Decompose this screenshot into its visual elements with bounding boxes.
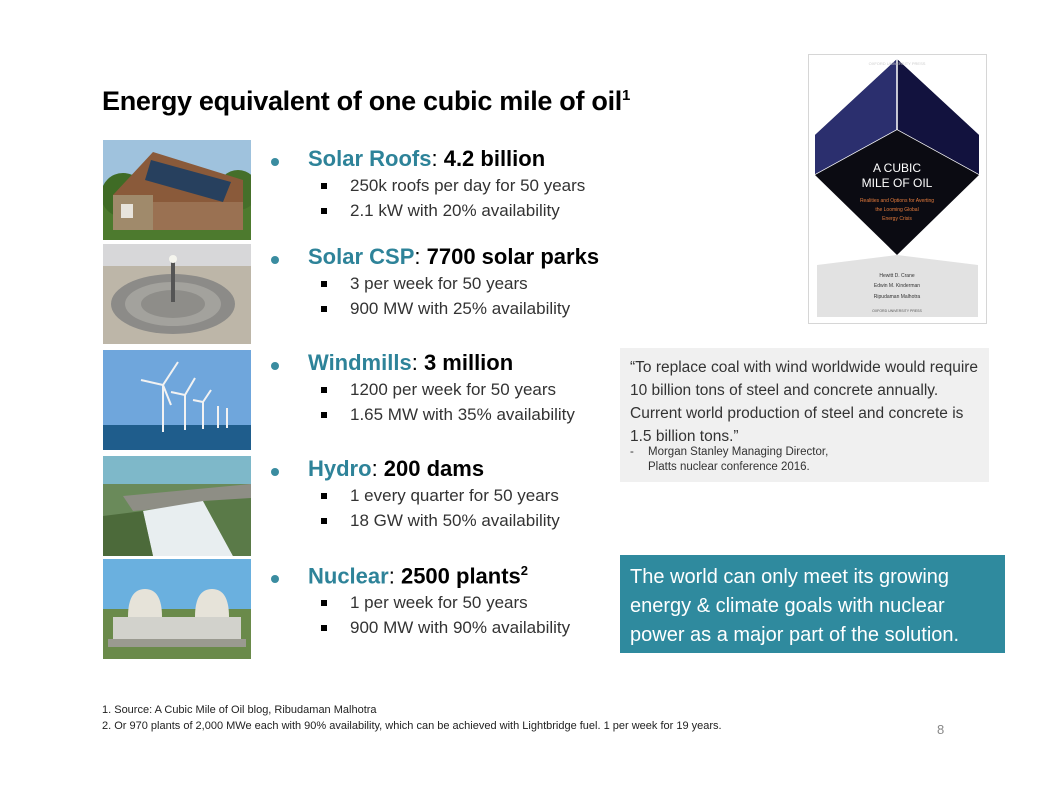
bullet-heading: Hydro: 200 dams <box>308 456 485 481</box>
nuclear-plant-photo <box>103 559 251 659</box>
bullet-heading: Solar Roofs: 4.2 billion <box>308 146 546 171</box>
bullet-heading: Windmills: 3 million <box>308 350 514 375</box>
book-subtitle: Energy Crisis <box>882 216 912 222</box>
book-subtitle: the Looming Global <box>875 207 919 213</box>
quote-text: “To replace coal with wind worldwide would require 10 billion tons of steel and concrete annually. Current world production of steel and concrete is 1.5 billion tons.” <box>630 359 979 445</box>
bullet-dot <box>271 575 279 583</box>
quote-box <box>620 348 989 482</box>
bullet-dot <box>271 468 279 476</box>
book-publisher: OXFORD UNIVERSITY PRESS <box>872 309 922 313</box>
page-number: 8 <box>937 722 945 737</box>
callout-box <box>620 555 1005 653</box>
footnote-2: 2. Or 970 plants of 2,000 MWe each with 90% availability, which can be achieved with Lightbridge fuel. 1 per week for 19 years. <box>102 720 722 732</box>
book-top-text: OXFORD UNIVERSITY PRESS <box>868 61 926 66</box>
footnote-1: 1. Source: A Cubic Mile of Oil blog, Ribudaman Malhotra <box>102 704 377 716</box>
windmills-photo <box>103 350 251 450</box>
hydro-dam-photo <box>103 456 251 556</box>
callout-text: The world can only meet its growing energy & climate goals with nuclear power as a major part of the solution. <box>630 566 960 646</box>
book-author: Ripudaman Malhotra <box>873 294 921 300</box>
book-title-line1: A CUBIC <box>872 161 922 175</box>
nuclear-footnote-ref: 2 <box>520 563 529 578</box>
slide-title: Energy equivalent of one cubic mile of oil$^1$ <box>102 86 631 116</box>
quote-attribution: - Morgan Stanley Managing Director, Platts nuclear conference 2016. <box>630 446 829 473</box>
bullet-dot <box>271 158 279 166</box>
book-cover-image <box>808 54 987 324</box>
bullet-heading: Solar CSP: 7700 solar parks <box>308 244 600 269</box>
title-footnote-ref: 1 <box>622 87 631 104</box>
bullet-dot <box>271 362 279 370</box>
book-author: Hewitt D. Crane <box>879 273 915 279</box>
bullet-heading: Nuclear: 2500 plants$^2$ <box>308 563 529 589</box>
book-subtitle: Realities and Options for Averting <box>859 198 935 204</box>
bullet-dot <box>271 256 279 264</box>
book-author: Edwin M. Kinderman <box>873 283 921 289</box>
solar-csp-photo <box>103 244 251 344</box>
book-title-line2: MILE OF OIL <box>861 176 933 190</box>
solar-roof-photo <box>103 140 251 240</box>
